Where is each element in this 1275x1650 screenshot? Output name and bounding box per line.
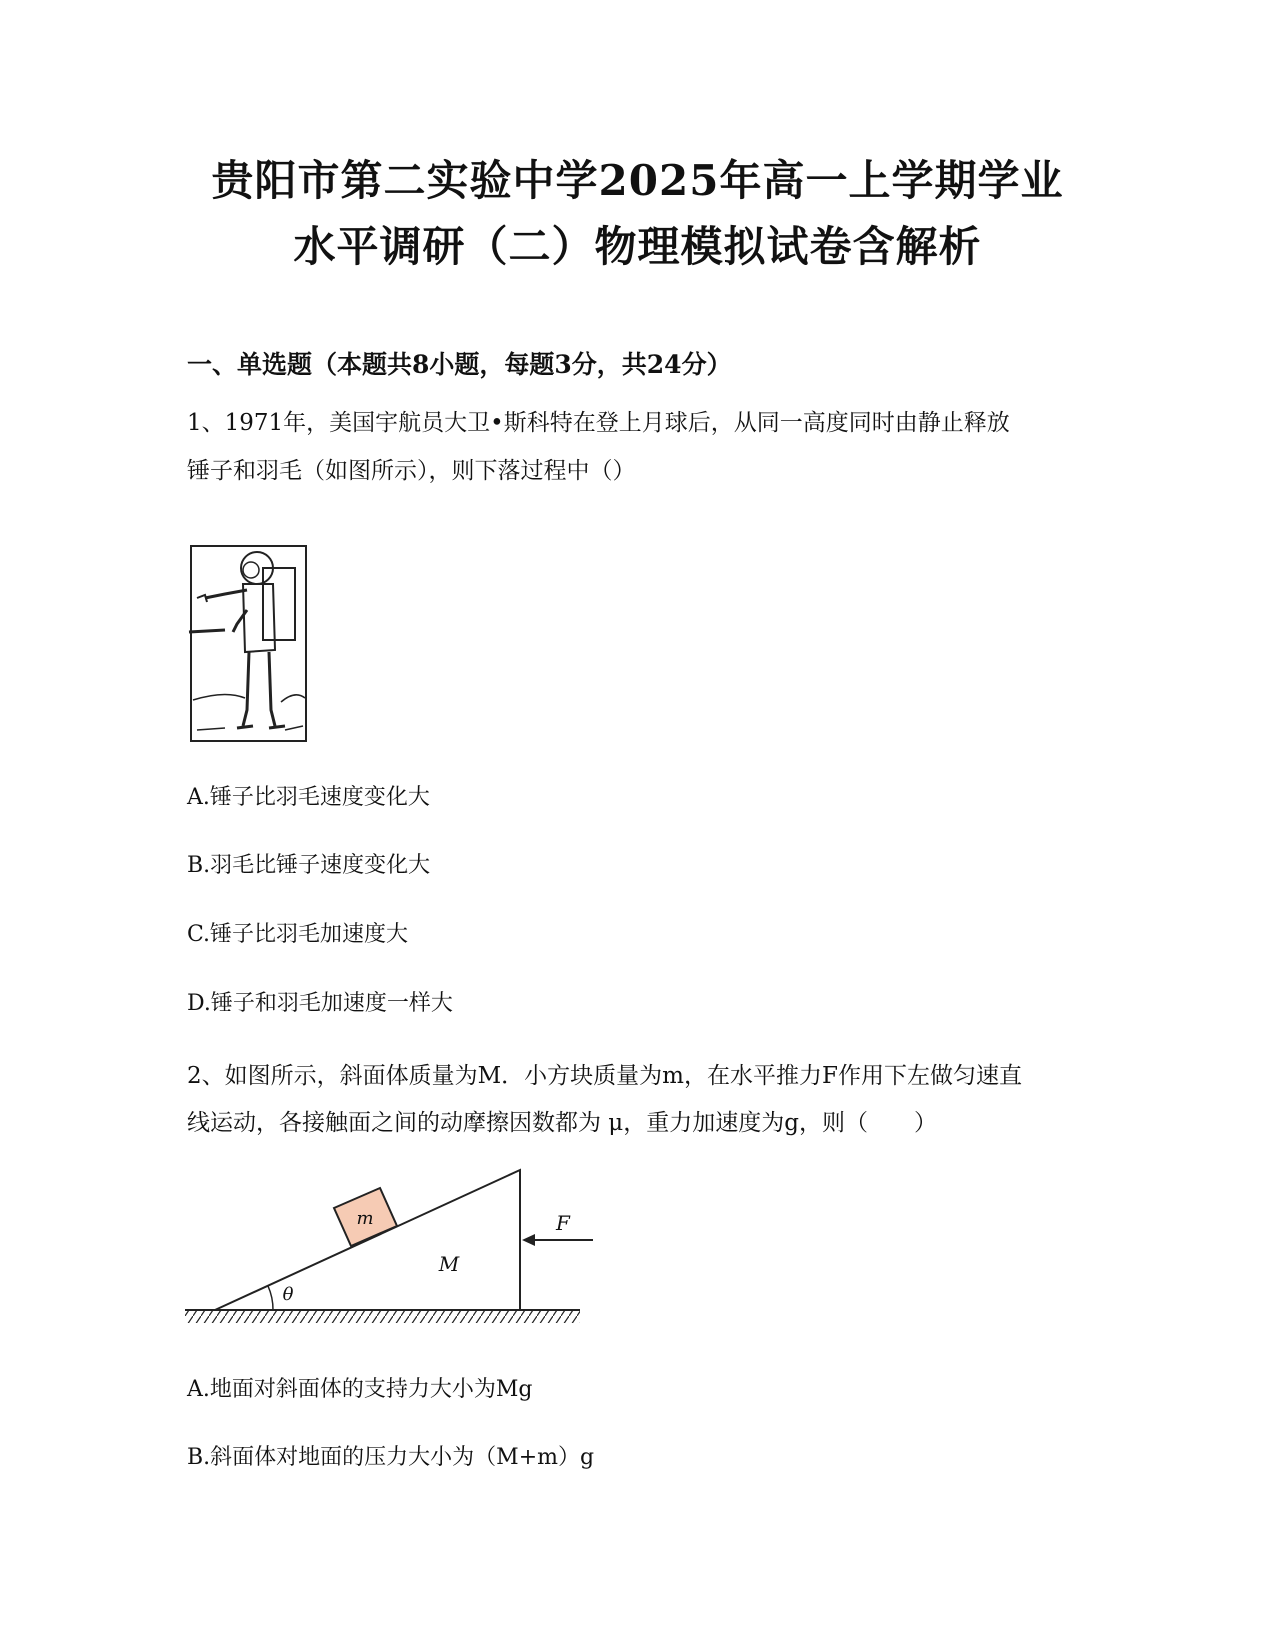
wedge	[215, 1170, 520, 1310]
q2-stem-line1: 2、如图所示，斜面体质量为M．小方块质量为m，在水平推力F作用下左做匀速直	[187, 1063, 1022, 1089]
q1-option-b: B.羽毛比锤子速度变化大	[187, 853, 431, 878]
q2-stem-line2: 线运动，各接触面之间的动摩擦因数都为 μ，重力加速度为g，则（ ）	[187, 1110, 937, 1136]
astronaut-illustration	[185, 540, 315, 750]
section-heading: 一、单选题（本题共8小题，每题3分，共24分）	[187, 350, 732, 379]
incline-diagram	[185, 1160, 605, 1350]
q1-option-c: C.锤子比羽毛加速度大	[187, 922, 409, 947]
q1-stem-line2: 锤子和羽毛（如图所示），则下落过程中（）	[187, 458, 636, 484]
wedge-label: M	[438, 1252, 460, 1276]
force-arrowhead	[522, 1234, 535, 1246]
force-label: F	[556, 1211, 570, 1235]
doc-title-line2: 水平调研（二）物理模拟试卷含解析	[293, 222, 982, 271]
block-label: m	[356, 1208, 374, 1229]
angle-arc	[268, 1286, 273, 1310]
q1-option-d: D.锤子和羽毛加速度一样大	[187, 991, 453, 1016]
q1-option-a: A.锤子比羽毛速度变化大	[187, 785, 430, 810]
ground-hatch	[185, 1311, 580, 1323]
doc-title-line1: 贵阳市第二实验中学2025年高一上学期学业	[211, 156, 1064, 205]
q2-option-a: A.地面对斜面体的支持力大小为Mg	[187, 1377, 533, 1402]
q1-stem-line1: 1、1971年，美国宇航员大卫•斯科特在登上月球后，从同一高度同时由静止释放	[187, 410, 1010, 436]
q2-option-b: B.斜面体对地面的压力大小为（M+m）g	[187, 1445, 595, 1470]
angle-label: θ	[282, 1284, 294, 1305]
